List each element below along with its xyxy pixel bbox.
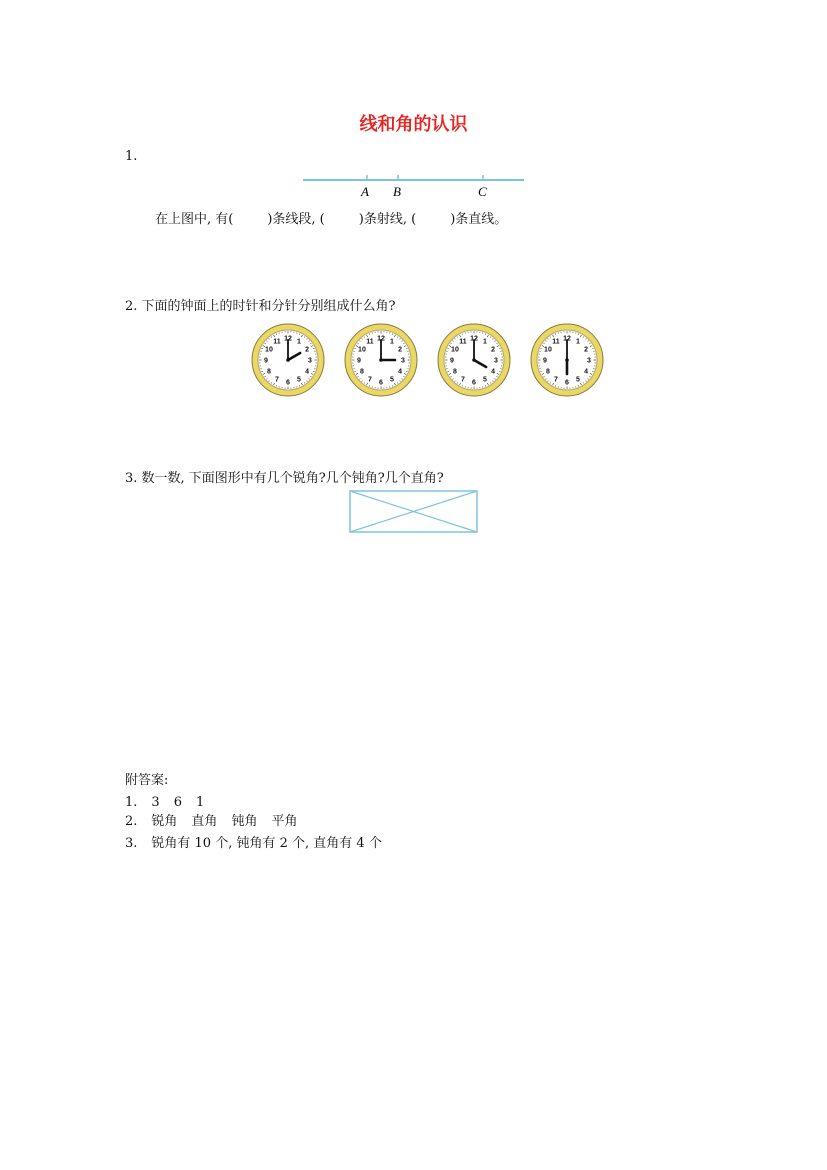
clock-number: 1 xyxy=(390,338,394,346)
point-label-a: A xyxy=(361,184,369,199)
line-figure xyxy=(300,170,530,202)
q3-question: 3. 数一数, 下面图形中有几个锐角?几个钝角?几个直角? xyxy=(125,471,444,486)
answer-2-v3: 钝角 xyxy=(231,814,258,829)
clock-number: 7 xyxy=(275,376,279,384)
clock-number: 3 xyxy=(401,357,405,365)
clock-number: 2 xyxy=(305,346,310,354)
q1-text-b: )条线段, ( xyxy=(267,212,325,227)
clock-number: 11 xyxy=(459,338,467,346)
clock-number: 6 xyxy=(565,379,569,387)
q1-question xyxy=(155,213,507,226)
clock-number: 11 xyxy=(552,338,560,346)
clock-number: 5 xyxy=(390,376,394,384)
q2-question: 2. 下面的钟面上的时针和分针分别组成什么角? xyxy=(125,299,396,314)
answer-2-num: 2. xyxy=(125,814,138,829)
clock-number: 3 xyxy=(494,357,498,365)
clock-number: 9 xyxy=(264,357,268,365)
clock-number: 1 xyxy=(483,338,487,346)
point-label-c: C xyxy=(478,184,487,199)
clock-2 xyxy=(345,324,417,396)
answer-2-v4: 平角 xyxy=(271,814,298,829)
clock-number: 10 xyxy=(544,346,552,354)
clock-number: 7 xyxy=(461,376,465,384)
clock-number: 4 xyxy=(491,368,496,376)
clock-number: 12 xyxy=(563,335,571,343)
answer-3-num: 3. xyxy=(125,836,138,851)
page-title: 线和角的认识 xyxy=(359,114,468,135)
clock-number: 9 xyxy=(357,357,361,365)
clock-number: 7 xyxy=(368,376,372,384)
clock-number: 6 xyxy=(286,379,290,387)
clock-number: 6 xyxy=(472,379,476,387)
clock-number: 5 xyxy=(297,376,301,384)
clock-number: 1 xyxy=(297,338,301,346)
answer-2 xyxy=(125,815,297,828)
clock-center xyxy=(472,358,476,362)
answer-1-v2: 6 xyxy=(173,795,182,810)
clock-center xyxy=(379,358,383,362)
clock-number: 4 xyxy=(584,368,589,376)
clock-number: 9 xyxy=(543,357,547,365)
clock-number: 2 xyxy=(398,346,403,354)
clock-number: 2 xyxy=(491,346,496,354)
answer-3 xyxy=(125,837,382,850)
point-label-b: B xyxy=(393,184,401,199)
clock-number: 4 xyxy=(305,368,310,376)
clock-row xyxy=(250,322,610,398)
clock-number: 4 xyxy=(398,368,403,376)
clock-number: 10 xyxy=(358,346,366,354)
answer-3-text: 锐角有 10 个, 钝角有 2 个, 直角有 4 个 xyxy=(151,836,382,851)
clock-number: 3 xyxy=(308,357,312,365)
clock-number: 11 xyxy=(366,338,374,346)
clock-number: 1 xyxy=(576,338,580,346)
clock-number: 6 xyxy=(379,379,383,387)
clock-number: 8 xyxy=(266,368,271,376)
answer-2-v2: 直角 xyxy=(191,814,218,829)
answer-1-v1: 3 xyxy=(151,795,160,810)
clock-center xyxy=(565,358,569,362)
clock-number: 12 xyxy=(284,335,292,343)
answer-1 xyxy=(125,796,204,809)
answers-heading: 附答案: xyxy=(125,773,169,788)
clock-number: 2 xyxy=(584,346,589,354)
q1-number: 1. xyxy=(125,149,138,164)
clock-3 xyxy=(438,324,510,396)
clock-1 xyxy=(252,324,324,396)
q1-text-a: 在上图中, 有( xyxy=(155,212,234,227)
clock-number: 7 xyxy=(554,376,558,384)
answer-1-v3: 1 xyxy=(195,795,205,810)
clock-number: 8 xyxy=(359,368,364,376)
answer-2-v1: 锐角 xyxy=(151,814,178,829)
q1-text-d: )条直线。 xyxy=(450,212,508,227)
clock-number: 8 xyxy=(545,368,550,376)
clock-number: 3 xyxy=(587,357,591,365)
clock-number: 5 xyxy=(483,376,487,384)
answer-1-num: 1. xyxy=(125,795,138,810)
clock-number: 8 xyxy=(452,368,457,376)
clock-center xyxy=(286,358,290,362)
rectangle-figure xyxy=(348,489,480,535)
clock-4 xyxy=(531,324,603,396)
clock-number: 11 xyxy=(273,338,281,346)
clock-number: 10 xyxy=(265,346,273,354)
clock-number: 12 xyxy=(377,335,385,343)
q1-text-c: )条射线, ( xyxy=(358,212,417,227)
clocks-figure xyxy=(250,322,610,398)
clock-number: 10 xyxy=(451,346,459,354)
clock-number: 5 xyxy=(576,376,580,384)
clock-number: 9 xyxy=(450,357,454,365)
clock-number: 12 xyxy=(470,335,478,343)
